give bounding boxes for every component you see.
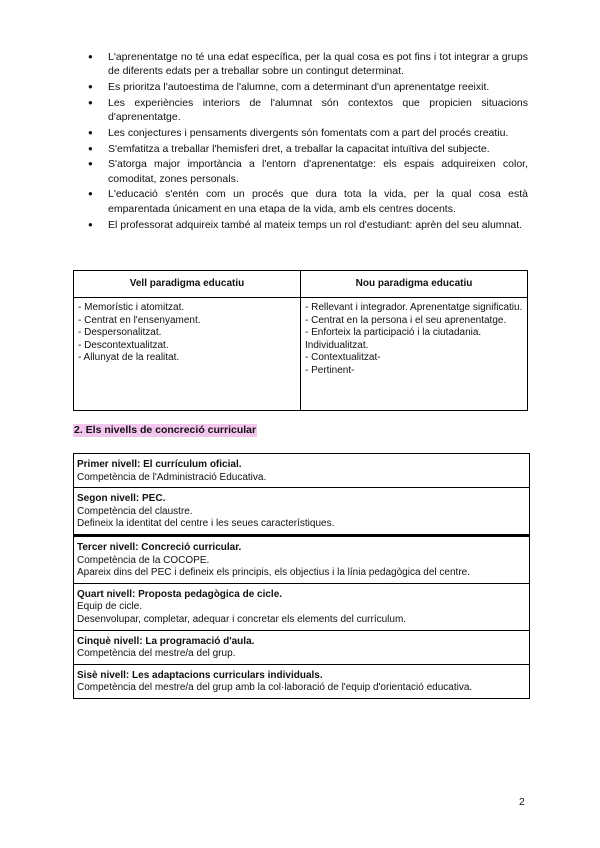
bullet-item: ● Les experiències interiors de l'alumnat són contextos que propicien situacions d'aprenentatge. [88,96,528,125]
level-line: Competència del mestre/a del grup. [77,648,236,660]
level-line: Desenvolupar, completar, adequar i concretar els elements del currículum. [77,613,407,625]
level-line: Defineix la identitat del centre i les seues característiques. [77,518,335,530]
bullet-item: ● El professorat adquireix també al mateix temps un rol d'estudiant: aprèn del seu alumnat. [88,218,528,232]
section-heading: 2. Els nivells de concreció curricular [74,424,257,436]
old-paradigm-item: - Descontextualitzat. [78,339,169,351]
new-paradigm-item: - Rellevant i integrador. Aprenentatge significatiu. [305,302,523,313]
level-title: Cinquè nivell: La programació d'aula. [77,635,255,647]
level-row-3 [74,537,529,584]
level-line: Competència de la COCOPE. [77,554,210,566]
level-row-6 [74,665,529,699]
paradigm-table [73,270,528,411]
level-row-1 [74,454,529,488]
page-number: 2 [519,796,525,808]
old-paradigm-item: - Despersonalitzat. [78,327,162,339]
bullet-item: ● Les conjectures i pensaments divergents són fomentats com a part del procés creatiu. [88,126,528,140]
level-row-4 [74,584,529,631]
old-paradigm-item: - Centrat en l'ensenyament. [78,314,201,326]
new-paradigm-item: - Centrat en la persona i el seu aprenentatge. [305,314,507,326]
level-row-5 [74,631,529,665]
bullet-item: ● L'educació s'entén com un procés que dura tota la vida, per la qual cosa està emparentada únicament en una etapa de la vida, amb els centres docents. [88,187,528,216]
level-title: Sisè nivell: Les adaptacions curriculars individuals. [77,669,323,681]
bullet-item: ● Es prioritza l'autoestima de l'alumne, com a determinant d'un aprenentatge reeixit. [88,80,528,94]
bullet-item: ● S'emfatitza a treballar l'hemisferi dret, a treballar la capacitat intuïtiva del subjecte. [88,142,528,156]
old-paradigm-item: - Allunyat de la realitat. [78,352,180,364]
new-paradigm-header: Nou paradigma educatiu [301,271,528,298]
bullet-item: ● S'atorga major importància a l'entorn d'aprenentatge: els espais adquireixen color, comoditat, zones personals. [88,157,528,186]
old-paradigm-cell [74,298,301,411]
level-line: Competència del claustre. [77,505,193,517]
bullet-list [88,50,528,233]
level-line: Apareix dins del PEC i defineix els principis, els objectius i la línia pedagògica del centre. [77,567,470,579]
level-title: Segon nivell: PEC. [77,493,166,505]
level-title: Quart nivell: Proposta pedagògica de cicle. [77,588,283,600]
new-paradigm-cell [301,298,528,411]
bullet-item: ● L'aprenentatge no té una edat específica, per la qual cosa es pot fins i tot integrar a grups de diferents edats per a treballar sobre un contingut determinat. [88,50,528,79]
new-paradigm-item: - Pertinent- [305,364,355,376]
level-line: Competència del mestre/a del grup amb la col·laboració de l'equip d'orientació educativa. [77,682,473,694]
new-paradigm-item: - Enforteix la participació i la ciutadania. Individualitzat. [305,327,484,351]
level-line: Equip de cicle. [77,601,143,613]
new-paradigm-item: - Contextualitzat- [305,352,381,364]
old-paradigm-header: Vell paradigma educatiu [74,271,301,298]
level-title: Tercer nivell: Concreció curricular. [77,541,242,553]
curricular-levels-table [73,453,530,699]
level-row-2 [74,488,529,537]
level-line: Competència de l'Administració Educativa. [77,471,267,483]
level-title: Primer nivell: El currículum oficial. [77,459,242,470]
old-paradigm-item: - Memorístic i atomitzat. [78,302,185,313]
